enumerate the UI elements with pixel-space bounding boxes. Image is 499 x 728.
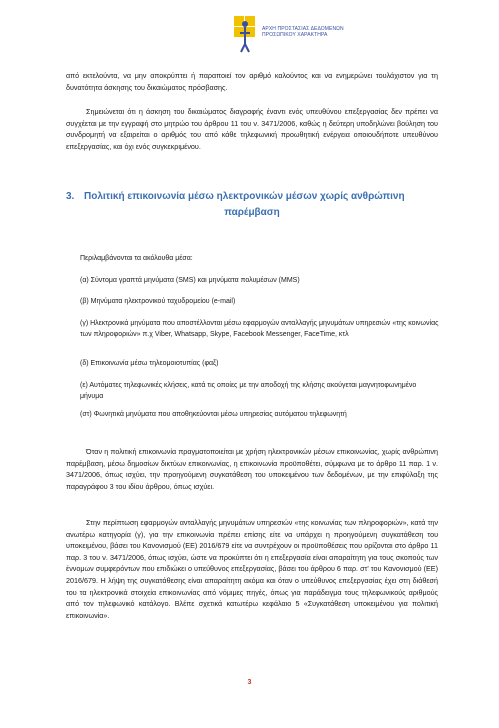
logo-emblem-icon	[232, 14, 258, 54]
list-item: (ε) Αυτόματες τηλεφωνικές κλήσεις, κατά τις οποίες με την αποδοχή της κλήσης ακούγεται μαγνητοφωνημένο μήνυμα	[80, 382, 417, 400]
list-item: (γ) Ηλεκτρονικά μηνύματα που αποστέλλονται μέσω εφαρμογών ανταλλαγής μηνυμάτων υπηρεσιών «της κοινωνίας των πληροφοριών» π.χ Viber, Whatsapp, Skype, Facebook Messenger, FaceTime, κτλ	[80, 320, 439, 338]
intro-paragraph-1: από εκτελούντα, να μην αποκρύπτει ή παραποιεί τον αριθμό καλούντος και να ενημερώνει τουλάχιστον για τη δυνατότητα άσκησης του δικαιώματος πρόσβασης.	[66, 71, 438, 92]
section-number: 3.	[66, 191, 75, 202]
list-item: (β) Μηνύματα ηλεκτρονικού ταχυδρομείου (e-mail)	[80, 298, 236, 305]
intro-paragraph-2: Σημειώνεται ότι η άσκηση του δικαιώματος διαγραφής έναντι ενός υπευθύνου επεξεργασίας δεν πρέπει να συγχέεται με την εγγραφή στο μητρώο του άρθρου 11 του ν. 3471/2006, καθώς η δεύτερη υποδηλώνει βούληση του συνδρομητή να εξαιρείται ο αριθμός του από κάθε τηλεφωνική προωθητική ενέργεια οποιουδήποτε υπευθύνου επεξεργασίας, και όχι ενός συγκεκριμένου.	[66, 107, 438, 151]
section-heading	[66, 189, 438, 221]
list-item: (δ) Επικοινωνία μέσω τηλεομοιοτυπίας (φαξ)	[80, 360, 219, 367]
body-paragraph-2: Στην περίπτωση εφαρμογών ανταλλαγής μηνυμάτων υπηρεσιών «της κοινωνίας των πληροφοριών», κατά την ανωτέρω κατηγορία (γ), για την επικοινωνία πρέπει επίσης είτε να υπάρχει η προηγούμενη συγκατάθεση του υποκειμένου, βάσει του Κανονισμού (ΕΕ) 2016/679 είτε να συντρέχουν οι προϋποθέσεις που ορίζονται στο άρθρο 11 παρ. 3 του ν. 3471/2006, όπως ισχύει, ώστε να προκύπτει ότι η επεξεργασία είναι απαραίτητη για τους σκοπούς των έννομων συμφερόντων που επιδιώκει ο υπεύθυνος επεξεργασίας, βάσει του άρθρου 6 παρ. στ' του Κανονισμού (ΕΕ) 2016/679. Η λήψη της συγκατάθεσης είναι απαραίτητη ακόμα και όταν ο υπεύθυνος επεξεργασίας έχει στη διάθεσή του τα ηλεκτρονικά στοιχεία επικοινωνίας από νόμιμες πηγές, όπως για παράδειγμα τους τηλεφωνικούς αριθμούς από τον τηλεφωνικό κατάλογο. Βλέπε σχετικά κατωτέρω κεφάλαιο 5 «Συγκατάθεση υποκειμένου για πολιτική επικοινωνία».	[66, 518, 438, 620]
logo-line-2: ΠΡΟΣΩΠΙΚΟΥ ΧΑΡΑΚΤΗΡΑ	[262, 32, 328, 38]
section-title-line-2: παρέμβαση	[224, 207, 280, 218]
list-lead: Περιλαμβάνονται τα ακόλουθα μέσα:	[80, 255, 193, 262]
logo-line-1: ΑΡΧΗ ΠΡΟΣΤΑΣΙΑΣ ΔΕΔΟΜΕΝΩΝ	[262, 26, 344, 32]
page-number: 3	[247, 679, 252, 686]
list-item: (α) Σύντομα γραπτά μηνύματα (SMS) και μηνύματα πολυμέσων (MMS)	[80, 277, 300, 284]
list-item: (στ) Φωνητικά μηνύματα που αποθηκεύονται μέσω υπηρεσίας αυτόματου τηλεφωνητή	[80, 411, 347, 418]
logo-text	[262, 26, 344, 38]
section-title-line-1: Πολιτική επικοινωνία μέσω ηλεκτρονικών μέσων χωρίς ανθρώπινη	[84, 191, 405, 202]
body-paragraph-1: Όταν η πολιτική επικοινωνία πραγματοποιείται με χρήση ηλεκτρονικών μέσων επικοινωνίας, χωρίς ανθρώπινη παρέμβαση, μέσω δημοσίων δικτύων επικοινωνίας, η επικοινωνία προϋποθέτει, σύμφωνα με το άρθρο 11 παρ. 1 ν. 3471/2006, όπως ισχύει, την προηγούμενη συγκατάθεση του υποκειμένου των δεδομένων, με την επιφύλαξη της παραγράφου 3 του ιδίου άρθρου, όπως ισχύει.	[66, 447, 438, 491]
authority-logo	[232, 14, 362, 64]
